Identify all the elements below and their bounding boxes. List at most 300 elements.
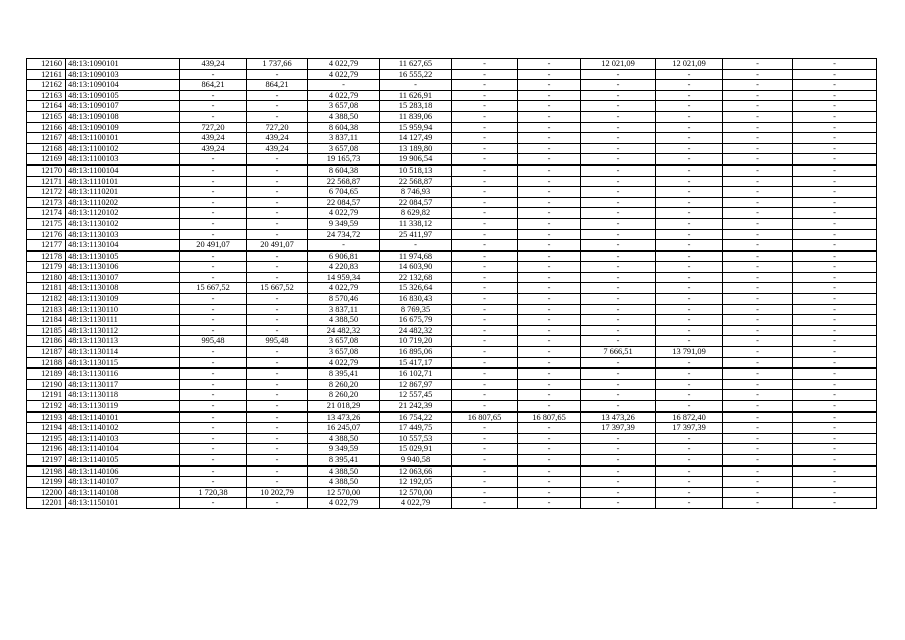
value-cell: - [793,262,877,273]
table-row [27,315,877,326]
value-cell: - [581,90,656,101]
value-cell: - [452,379,518,390]
value-cell: 16 102,71 [380,368,452,379]
row-number-cell: 12161 [27,69,66,80]
value-cell: - [180,368,247,379]
value-cell: - [723,294,793,305]
cadastral-number-cell: 48:13:1090107 [66,101,180,112]
table-row [27,444,877,455]
value-cell: 439,24 [180,133,247,144]
value-cell: 15 029,91 [380,444,452,455]
value-cell: 11 627,65 [380,59,452,70]
value-cell: - [581,218,656,229]
cadastral-number-cell: 48:13:1090103 [66,69,180,80]
value-cell: 8 604,38 [308,122,380,133]
value-cell: - [180,197,247,208]
value-cell: - [581,111,656,122]
value-cell: - [247,208,308,219]
cadastral-number-cell: 48:13:1100104 [66,165,180,176]
value-cell: - [518,176,581,187]
value-cell: - [452,368,518,379]
value-cell: - [723,154,793,165]
value-cell: 11 839,06 [380,111,452,122]
value-cell: - [518,122,581,133]
value-cell: - [452,294,518,305]
value-cell: - [452,90,518,101]
value-cell: - [656,111,723,122]
value-cell: 12 192,05 [380,477,452,488]
row-number-cell: 12187 [27,347,66,358]
cadastral-number-cell: 48:13:1100101 [66,133,180,144]
value-cell: 15 667,52 [247,283,308,294]
value-cell: - [452,498,518,509]
value-cell: 995,48 [247,336,308,347]
value-cell: - [793,304,877,315]
table-row [27,379,877,390]
value-cell: - [793,218,877,229]
cadastral-number-cell: 48:13:1140103 [66,433,180,444]
value-cell: 9 349,59 [308,444,380,455]
value-cell: - [581,262,656,273]
value-cell: - [656,122,723,133]
value-cell: 19 906,54 [380,154,452,165]
table-row [27,176,877,187]
value-cell: - [452,176,518,187]
value-cell: - [723,90,793,101]
table-row [27,336,877,347]
value-cell: - [793,433,877,444]
value-cell: - [581,433,656,444]
value-cell: 8 260,20 [308,379,380,390]
value-cell: 16 895,06 [380,347,452,358]
value-cell: - [452,59,518,70]
value-cell: - [656,80,723,91]
value-cell: - [518,208,581,219]
value-cell: 4 388,50 [308,433,380,444]
value-cell: - [581,176,656,187]
table-row [27,111,877,122]
value-cell: - [452,69,518,80]
value-cell: 14 959,34 [308,272,380,283]
row-number-cell: 12166 [27,122,66,133]
value-cell: - [247,444,308,455]
cadastral-number-cell: 48:13:1110202 [66,197,180,208]
row-number-cell: 12195 [27,433,66,444]
value-cell: 24 734,72 [308,229,380,240]
value-cell: - [656,390,723,401]
value-cell: - [518,336,581,347]
value-cell: - [247,218,308,229]
row-number-cell: 12188 [27,357,66,368]
value-cell: 17 449,75 [380,423,452,434]
value-cell: 13 473,26 [581,412,656,423]
cadastral-number-cell: 48:13:1130112 [66,325,180,336]
value-cell: - [518,304,581,315]
value-cell: 16 245,07 [308,423,380,434]
value-cell: - [518,498,581,509]
value-cell: - [581,229,656,240]
cadastral-number-cell: 48:13:1150101 [66,498,180,509]
table-row [27,69,877,80]
value-cell: - [723,122,793,133]
value-cell: - [247,251,308,262]
value-cell: 12 867,97 [380,379,452,390]
row-number-cell: 12184 [27,315,66,326]
value-cell: - [656,133,723,144]
value-cell: - [180,251,247,262]
value-cell: 19 165,73 [308,154,380,165]
value-cell: - [793,122,877,133]
value-cell: - [581,368,656,379]
value-cell: - [656,401,723,412]
value-cell: - [452,272,518,283]
value-cell: 3 657,08 [308,336,380,347]
value-cell: - [180,294,247,305]
value-cell: 864,21 [180,80,247,91]
value-cell: - [793,466,877,477]
value-cell: - [581,294,656,305]
value-cell: - [380,240,452,251]
value-cell: - [793,401,877,412]
value-cell: - [793,59,877,70]
cadastral-number-cell: 48:13:1130114 [66,347,180,358]
value-cell: 24 482,32 [308,325,380,336]
value-cell: - [656,368,723,379]
value-cell: 3 837,11 [308,304,380,315]
value-cell: 8 769,35 [380,304,452,315]
value-cell: - [723,390,793,401]
value-cell: - [581,272,656,283]
value-cell: - [180,69,247,80]
value-cell: - [247,357,308,368]
row-number-cell: 12167 [27,133,66,144]
value-cell: - [723,272,793,283]
value-cell: - [452,143,518,154]
value-cell: 15 959,94 [380,122,452,133]
value-cell: - [793,412,877,423]
value-cell: - [723,304,793,315]
value-cell: 12 557,45 [380,390,452,401]
value-cell: 4 022,79 [308,59,380,70]
value-cell: - [793,111,877,122]
value-cell: - [180,315,247,326]
value-cell: - [247,466,308,477]
value-cell: - [656,336,723,347]
value-cell: 8 570,46 [308,294,380,305]
cadastral-number-cell: 48:13:1090108 [66,111,180,122]
value-cell: - [723,101,793,112]
value-cell: - [452,401,518,412]
value-cell: 16 807,65 [518,412,581,423]
value-cell: - [793,143,877,154]
value-cell: - [518,90,581,101]
cadastral-number-cell: 48:13:1100102 [66,143,180,154]
value-cell: - [452,208,518,219]
value-cell: 15 667,52 [180,283,247,294]
value-cell: 14 603,90 [380,262,452,273]
value-cell: - [656,154,723,165]
value-cell: - [247,294,308,305]
value-cell: 9 349,59 [308,218,380,229]
value-cell: - [656,283,723,294]
row-number-cell: 12177 [27,240,66,251]
table-row [27,304,877,315]
table-row [27,197,877,208]
value-cell: 7 666,51 [581,347,656,358]
value-cell: - [581,401,656,412]
cadastral-number-cell: 48:13:1130110 [66,304,180,315]
cadastral-number-cell: 48:13:1120102 [66,208,180,219]
value-cell: - [723,347,793,358]
table-row [27,498,877,509]
table-row [27,294,877,305]
value-cell: - [518,165,581,176]
row-number-cell: 12178 [27,251,66,262]
cadastral-number-cell: 48:13:1130108 [66,283,180,294]
row-number-cell: 12193 [27,412,66,423]
value-cell: 12 570,00 [380,487,452,498]
value-cell: 21 242,39 [380,401,452,412]
table-row [27,59,877,70]
value-cell: - [180,357,247,368]
value-cell: - [723,466,793,477]
value-cell: - [793,69,877,80]
value-cell: - [723,401,793,412]
cadastral-number-cell: 48:13:1130103 [66,229,180,240]
value-cell: 8 395,41 [308,368,380,379]
data-table [26,58,877,509]
value-cell: - [518,401,581,412]
table-row [27,412,877,423]
value-cell: - [581,208,656,219]
value-cell: - [518,347,581,358]
value-cell: - [518,325,581,336]
cadastral-number-cell: 48:13:1130105 [66,251,180,262]
value-cell: - [723,176,793,187]
value-cell: - [793,251,877,262]
value-cell: - [518,197,581,208]
value-cell: 8 629,82 [380,208,452,219]
value-cell: 20 491,07 [247,240,308,251]
value-cell: - [723,325,793,336]
value-cell: 1 737,66 [247,59,308,70]
value-cell: - [581,454,656,465]
value-cell: - [723,69,793,80]
row-number-cell: 12171 [27,176,66,187]
value-cell: - [452,390,518,401]
row-number-cell: 12174 [27,208,66,219]
value-cell: - [793,101,877,112]
value-cell: - [723,262,793,273]
value-cell: - [380,80,452,91]
value-cell: - [723,412,793,423]
value-cell: - [247,477,308,488]
value-cell: - [581,390,656,401]
table-row [27,325,877,336]
value-cell: - [793,357,877,368]
value-cell: - [518,466,581,477]
value-cell: - [180,101,247,112]
cadastral-number-cell: 48:13:1130113 [66,336,180,347]
value-cell: - [793,133,877,144]
value-cell: - [723,240,793,251]
value-cell: 12 021,09 [581,59,656,70]
value-cell: - [518,433,581,444]
cadastral-number-cell: 48:13:1130115 [66,357,180,368]
value-cell: - [723,477,793,488]
value-cell: - [723,165,793,176]
value-cell: - [247,229,308,240]
value-cell: - [656,498,723,509]
value-cell: 4 022,79 [380,498,452,509]
row-number-cell: 12194 [27,423,66,434]
value-cell: 4 022,79 [308,69,380,80]
value-cell: 4 022,79 [308,283,380,294]
value-cell: - [452,80,518,91]
value-cell: 13 791,09 [656,347,723,358]
value-cell: - [723,454,793,465]
value-cell: - [581,133,656,144]
row-number-cell: 12175 [27,218,66,229]
table-row [27,154,877,165]
value-cell: - [793,454,877,465]
value-cell: - [247,347,308,358]
value-cell: - [723,59,793,70]
value-cell: - [180,262,247,273]
value-cell: - [723,197,793,208]
value-cell: - [656,240,723,251]
value-cell: 22 084,57 [380,197,452,208]
value-cell: - [656,208,723,219]
value-cell: - [452,240,518,251]
cadastral-number-cell: 48:13:1130119 [66,401,180,412]
row-number-cell: 12179 [27,262,66,273]
value-cell: - [452,423,518,434]
value-cell: - [518,101,581,112]
value-cell: - [452,325,518,336]
value-cell: 6 906,81 [308,251,380,262]
value-cell: 14 127,49 [380,133,452,144]
value-cell: - [180,454,247,465]
table-row [27,122,877,133]
value-cell: - [308,80,380,91]
row-number-cell: 12185 [27,325,66,336]
value-cell: - [308,240,380,251]
cadastral-number-cell: 48:13:1130102 [66,218,180,229]
value-cell: 16 807,65 [452,412,518,423]
value-cell: 15 326,64 [380,283,452,294]
value-cell: - [581,101,656,112]
value-cell: - [247,368,308,379]
value-cell: - [656,176,723,187]
table-row [27,251,877,262]
value-cell: - [656,433,723,444]
value-cell: - [180,218,247,229]
row-number-cell: 12173 [27,197,66,208]
value-cell: - [581,251,656,262]
value-cell: - [247,433,308,444]
value-cell: 3 657,08 [308,101,380,112]
value-cell: - [581,283,656,294]
table-row [27,101,877,112]
value-cell: - [581,143,656,154]
value-cell: - [793,187,877,198]
value-cell: - [180,477,247,488]
value-cell: - [247,325,308,336]
value-cell: - [452,444,518,455]
value-cell: - [247,315,308,326]
value-cell: - [581,379,656,390]
value-cell: - [518,423,581,434]
value-cell: - [518,59,581,70]
value-cell: - [793,229,877,240]
value-cell: - [180,498,247,509]
value-cell: - [518,444,581,455]
value-cell: - [247,412,308,423]
table-row [27,433,877,444]
value-cell: - [793,294,877,305]
table-row [27,218,877,229]
value-cell: - [452,229,518,240]
value-cell: 16 675,79 [380,315,452,326]
value-cell: - [180,304,247,315]
value-cell: - [518,187,581,198]
value-cell: 24 482,32 [380,325,452,336]
value-cell: - [581,240,656,251]
value-cell: 439,24 [247,143,308,154]
value-cell: - [452,357,518,368]
table-row [27,347,877,358]
cadastral-number-cell: 48:13:1140101 [66,412,180,423]
value-cell: - [247,90,308,101]
value-cell: - [180,347,247,358]
value-cell: - [452,283,518,294]
value-cell: 8 604,38 [308,165,380,176]
row-number-cell: 12168 [27,143,66,154]
value-cell: 3 837,11 [308,133,380,144]
value-cell: - [793,283,877,294]
value-cell: - [180,401,247,412]
table-row [27,272,877,283]
table-row [27,90,877,101]
value-cell: - [793,165,877,176]
value-cell: - [452,262,518,273]
value-cell: - [180,111,247,122]
cadastral-number-cell: 48:13:1130106 [66,262,180,273]
value-cell: - [793,325,877,336]
value-cell: 16 754,22 [380,412,452,423]
cadastral-number-cell: 48:13:1110201 [66,187,180,198]
cadastral-number-cell: 48:13:1140102 [66,423,180,434]
value-cell: - [793,154,877,165]
value-cell: - [247,401,308,412]
value-cell: 727,20 [180,122,247,133]
value-cell: - [723,143,793,154]
value-cell: 4 022,79 [308,357,380,368]
value-cell: - [723,315,793,326]
value-cell: - [518,390,581,401]
value-cell: - [656,325,723,336]
value-cell: - [656,165,723,176]
table-row [27,390,877,401]
value-cell: - [581,165,656,176]
table-row [27,357,877,368]
table-body [27,59,877,509]
value-cell: - [723,283,793,294]
value-cell: - [656,379,723,390]
table-row [27,368,877,379]
value-cell: - [518,379,581,390]
